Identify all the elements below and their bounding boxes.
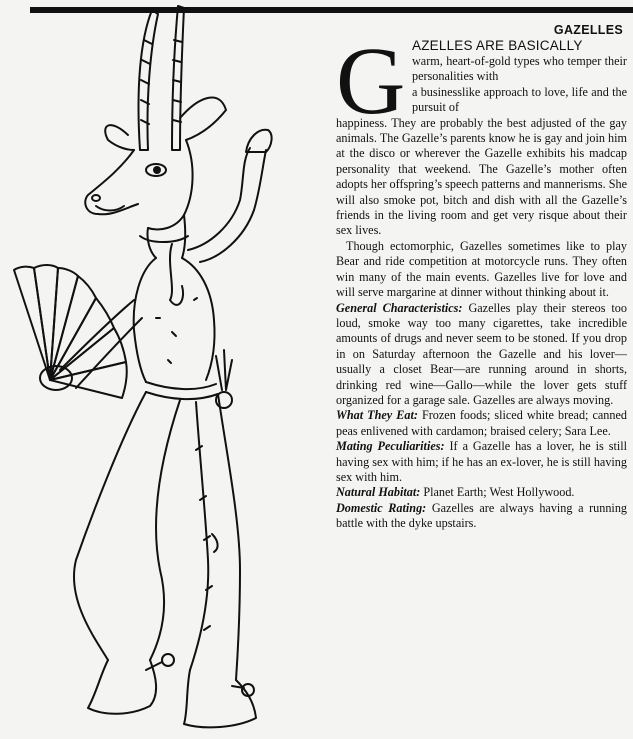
intro-line-1: warm, heart-of-gold types who temper their personalities with — [412, 54, 627, 84]
intro-line-2: a businesslike approach to love, life and the pursuit of — [412, 84, 627, 115]
section-label: General Characteristics: — [336, 300, 463, 315]
section-label: What They Eat: — [336, 408, 418, 423]
section-text: If a Gazelle has a lover, he is still having sex with him; if he has an ex-lover, he is still having sex with him. — [336, 439, 627, 484]
section-text: Frozen foods; sliced white bread; canned peas enlivened with cardamon; braised celery; Sara Lee. — [336, 408, 627, 438]
intro-paragraph: happiness. They are probably the best adjusted of the gay animals. The Gazelle’s parents know he is gay and join him at the disco or wherever the Gazelle exhibits his madcap personality that weekend. The Gazelle’s mother often adopts her offspring’s speech patterns and mannerisms. She will also smoke pot, bitch and dish with all the Gazelle’s friends in the living room and get very risque about their sex lives. — [336, 115, 627, 238]
article — [336, 22, 627, 532]
section-text: Gazelles play their stereos too loud, smoke way too many cigarettes, take incredible amounts of drugs and never seem to be stoned. If you drop in on Saturday afternoon the Gazelle and his lover—usually a closet Bear—are running around in shorts, drinking red wine—Gallo—while the lover gets stuff organized for a garage sale. Gazelles are always moving. — [336, 300, 627, 407]
section-natural-habitat — [336, 485, 627, 500]
section-label: Domestic Rating: — [336, 500, 427, 515]
section-text: Planet Earth; West Hollywood. — [423, 485, 575, 500]
lead-uppercase-text: AZELLES ARE BASICALLY — [412, 38, 583, 53]
section-mating-peculiarities — [336, 439, 627, 485]
section-label: Mating Peculiarities: — [336, 439, 445, 454]
section-domestic-rating — [336, 501, 627, 532]
section-general-characteristics — [336, 301, 627, 409]
section-text: Gazelles are always having a running battle with the dyke upstairs. — [336, 500, 628, 531]
drop-cap: G — [336, 27, 406, 134]
body-paragraph-2: Though ectomorphic, Gazelles sometimes like to play Bear and ride competition at motorcycle runs. They often win many of the main events. Gazelles live for love and will serve margarine at dinner without thinking about it. — [336, 238, 627, 300]
section-what-they-eat — [336, 408, 627, 439]
section-label: Natural Habitat: — [336, 485, 421, 500]
article-heading: GAZELLES — [553, 23, 623, 37]
